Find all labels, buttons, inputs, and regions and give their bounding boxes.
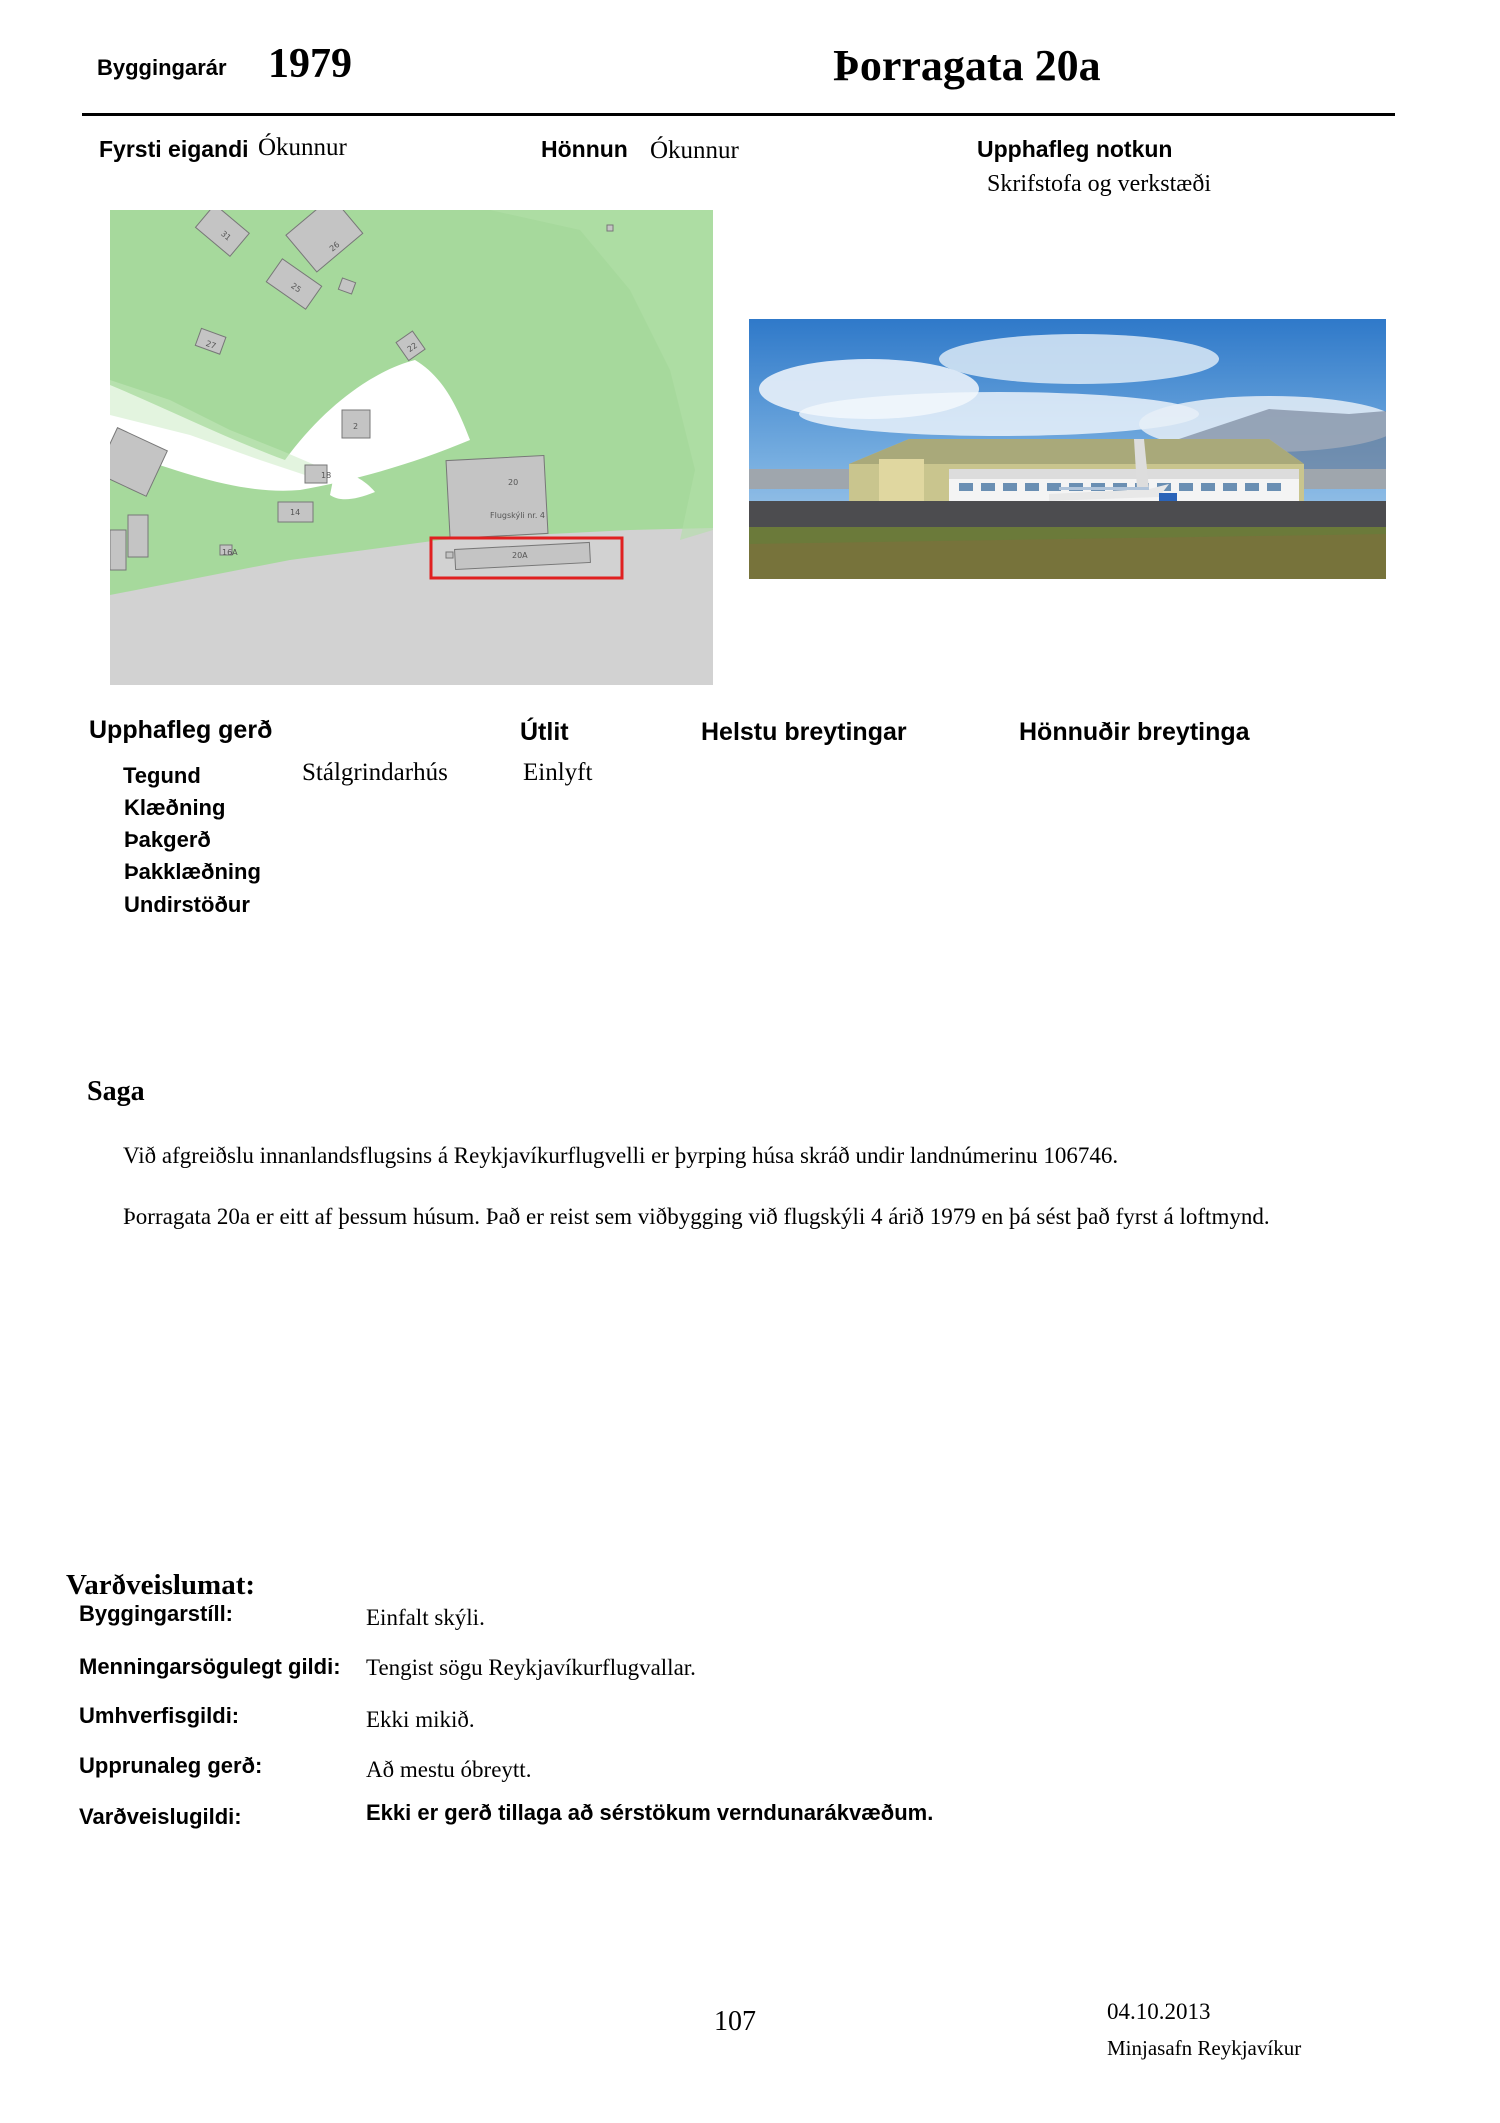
pres-value-environment: Ekki mikið.	[366, 1707, 475, 1732]
map-building	[110, 530, 126, 570]
design-value: Ókunnur	[650, 137, 739, 164]
site-map	[110, 210, 713, 685]
saga-paragraph: Við afgreiðslu innanlandsflugsins á Reykjavíkurflugvelli er þyrping húsa skráð undir landnúmerinu 106746.	[123, 1143, 1119, 1168]
header-rule	[82, 113, 1395, 116]
outlook-heading: Útlit	[520, 718, 569, 746]
pres-label-style: Byggingarstíll:	[79, 1601, 234, 1626]
pres-value-cultural: Tengist sögu Reykjavíkurflugvallar.	[366, 1655, 696, 1680]
map-label: 31	[219, 229, 233, 243]
page-number: 107	[714, 2006, 756, 2037]
pres-value-style: Einfalt skýli.	[366, 1605, 485, 1630]
pres-label-cultural: Menningarsögulegt gildi:	[79, 1654, 341, 1679]
row-label-undirstodur: Undirstöður	[124, 892, 250, 917]
year-label: Byggingarár	[97, 55, 227, 80]
map-label: Flugskýli nr. 4	[490, 511, 546, 520]
map-label: 27	[204, 338, 218, 351]
pres-value-value: Ekki er gerð tillaga að sérstökum verndunarákvæðum.	[366, 1800, 934, 1825]
map-label: 20A	[512, 551, 528, 560]
building-photo	[749, 319, 1386, 579]
saga-heading: Saga	[87, 1076, 145, 1107]
map-label: 22	[405, 340, 420, 355]
map-building	[446, 552, 453, 558]
use-label: Upphafleg notkun	[977, 136, 1173, 162]
footer-organization: Minjasafn Reykjavíkur	[1107, 2036, 1302, 2060]
page-title: Þorragata 20a	[833, 41, 1101, 90]
row-label-thakklaedning: Þakklæðning	[124, 859, 261, 884]
map-label: 25	[289, 281, 303, 295]
map-label: 14	[290, 508, 301, 517]
map-label: 20	[508, 478, 519, 487]
map-label: 16A	[222, 548, 238, 557]
designers-heading: Hönnuðir breytinga	[1019, 718, 1250, 746]
footer-date: 04.10.2013	[1107, 1999, 1211, 2024]
owner-value: Ókunnur	[258, 134, 347, 161]
pres-label-original: Upprunaleg gerð:	[79, 1753, 263, 1778]
map-label: 26	[327, 239, 342, 254]
outlook-value: Einlyft	[523, 759, 593, 786]
owner-label: Fyrsti eigandi	[99, 136, 249, 162]
year-value: 1979	[268, 41, 352, 87]
row-label-tegund: Tegund	[123, 763, 201, 788]
saga-text	[123, 1140, 1323, 1232]
map-label: 2	[353, 422, 359, 431]
pres-label-environment: Umhverfisgildi:	[79, 1703, 240, 1728]
pres-value-original: Að mestu óbreytt.	[366, 1757, 532, 1782]
original-type-heading: Upphafleg gerð	[89, 716, 273, 744]
map-building	[446, 455, 548, 538]
pres-label-value: Varðveislugildi:	[79, 1804, 242, 1829]
row-label-klaedning: Klæðning	[124, 795, 226, 820]
type-value: Stálgrindarhús	[302, 759, 448, 786]
saga-paragraph: Þorragata 20a er eitt af þessum húsum. Það er reist sem viðbygging við flugskýli 4 árið 1979 en þá sést það fyrst á loftmynd.	[123, 1204, 1270, 1229]
map-building	[128, 515, 148, 557]
map-building	[607, 225, 613, 231]
design-label: Hönnun	[541, 136, 628, 162]
changes-heading: Helstu breytingar	[701, 718, 907, 746]
map-label: 18	[321, 471, 332, 480]
use-value: Skrifstofa og verkstæði	[987, 171, 1211, 197]
row-label-thakgerd: Þakgerð	[124, 827, 211, 852]
preservation-heading: Varðveislumat:	[66, 1569, 256, 1601]
